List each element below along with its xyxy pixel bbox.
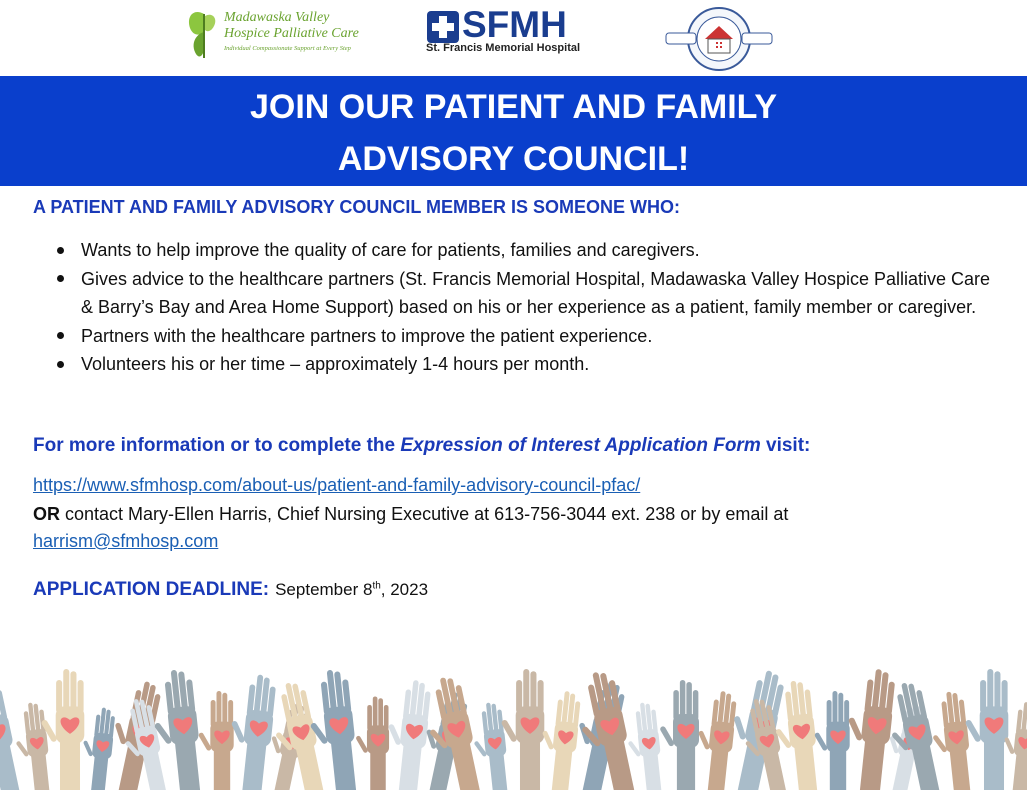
list-item-text: Gives advice to the healthcare partners (St. Francis Memorial Hospital, Madawaska Valley Hospice Palliative Care & Barry’s Bay and Area Home Support) based on his or her experience as a patient, family member or caregiver. bbox=[81, 268, 991, 317]
home-support-logo bbox=[664, 6, 774, 72]
list-item-text: Volunteers his or her time – approximately 1-4 hours per month. bbox=[81, 354, 590, 374]
contact-email-link[interactable]: harrism@sfmhosp.com bbox=[33, 531, 219, 551]
bullet-icon bbox=[57, 361, 64, 368]
deadline-date-year: , 2023 bbox=[380, 580, 429, 599]
list-item bbox=[52, 350, 1002, 379]
mvh-logo bbox=[184, 6, 374, 62]
deadline-date-main: September 8 bbox=[275, 580, 373, 599]
raised-hand bbox=[11, 701, 52, 790]
list-item bbox=[52, 265, 1002, 322]
logo-strip bbox=[0, 0, 1027, 76]
raised-hand bbox=[198, 691, 234, 790]
mvh-tagline: Individual Compassionate Support at Every Step bbox=[224, 45, 351, 52]
raised-hands-illustration bbox=[0, 648, 1027, 790]
raised-hand bbox=[659, 680, 699, 790]
raised-hand bbox=[501, 669, 545, 790]
mvh-name-line1: Madawaska Valley bbox=[224, 10, 330, 25]
title-banner bbox=[0, 76, 1027, 186]
medical-cross-icon bbox=[426, 10, 460, 44]
pfac-website-link[interactable]: https://www.sfmhosp.com/about-us/patient-and-family-advisory-council-pfac/ bbox=[33, 475, 641, 495]
bullet-icon bbox=[57, 332, 64, 339]
raised-hand bbox=[0, 680, 23, 790]
sfmh-full-name: St. Francis Memorial Hospital bbox=[426, 42, 581, 54]
deadline-date bbox=[275, 580, 428, 599]
form-name: Expression of Interest Application Form bbox=[400, 435, 761, 456]
raised-hand bbox=[814, 691, 850, 790]
list-item-text: Wants to help improve the quality of care for patients, families and caregivers. bbox=[81, 240, 700, 260]
more-info-heading bbox=[33, 435, 810, 457]
butterfly-icon bbox=[184, 8, 224, 62]
mvh-name-line2: Hospice Palliative Care bbox=[224, 26, 359, 41]
home-support-seal-icon bbox=[664, 6, 774, 72]
deadline-label: APPLICATION DEADLINE: bbox=[33, 579, 270, 600]
member-definition-heading: A PATIENT AND FAMILY ADVISORY COUNCIL MEMBER IS SOMEONE WHO: bbox=[33, 197, 681, 217]
list-item-text: Partners with the healthcare partners to improve the patient experience. bbox=[81, 325, 653, 346]
list-item bbox=[52, 236, 1002, 265]
bullet-icon bbox=[57, 275, 64, 282]
contact-paragraph bbox=[33, 501, 993, 555]
application-deadline bbox=[33, 579, 428, 601]
deadline-date-suffix: th bbox=[372, 580, 381, 592]
more-info-suffix: visit: bbox=[760, 435, 811, 456]
member-qualities-list bbox=[52, 236, 1002, 379]
contact-text: contact Mary-Ellen Harris, Chief Nursing Executive at 613-756-3044 ext. 238 or by email at bbox=[60, 504, 789, 524]
more-info-prefix: For more information or to complete the bbox=[33, 435, 401, 456]
banner-title-line1: JOIN OUR PATIENT AND FAMILY bbox=[249, 88, 778, 126]
banner-title-line2: ADVISORY COUNCIL! bbox=[337, 140, 690, 178]
sfmh-logo bbox=[424, 4, 604, 64]
sfmh-abbreviation: SFMH bbox=[462, 4, 567, 45]
raised-hand bbox=[355, 697, 389, 790]
contact-or: OR bbox=[33, 504, 60, 524]
bullet-icon bbox=[57, 247, 64, 254]
raised-hand bbox=[965, 669, 1009, 790]
list-item bbox=[52, 322, 1002, 351]
